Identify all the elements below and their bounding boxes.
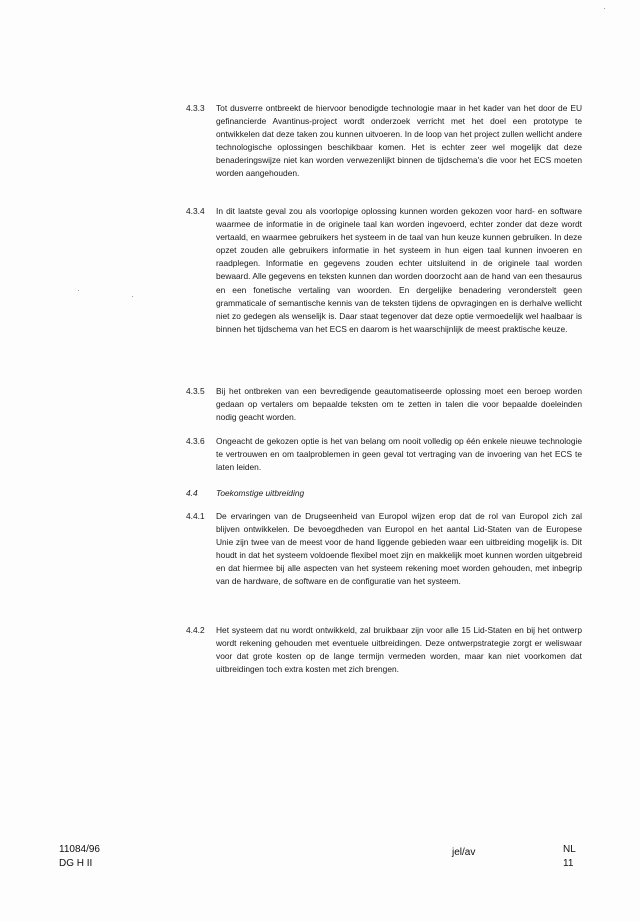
footer-language: NL [563, 844, 576, 855]
footer-department: DG H II [59, 858, 93, 869]
section-text: Het systeem dat nu wordt ontwikkeld, zal bruikbaar zijn voor alle 15 Lid-Staten en bij het ontwerp wordt rekening gehouden met eventuele uitbreidingen. Deze ontwerpstrategie zorgt er weliswaar voor dat grote kosten op de lange termijn vermeden worden, maar kan niet voorkomen dat uitbreidingen toch extra kosten met zich brengen. [216, 625, 582, 675]
section-number: 4.3.3 [186, 103, 205, 113]
section-number: 4.4 [186, 488, 198, 498]
section-text: Bij het ontbreken van een bevredigende geautomatiseerde oplossing moet een beroep worden gedaan op vertalers om bepaalde teksten om te zetten in talen die voor bepaalde doeleinden nodig geacht worden. [216, 386, 582, 423]
section-text: De ervaringen van de Drugseenheid van Europol wijzen erop dat de rol van Europol zich zal blijven ontwikkelen. De bevoegdheden van Europol en het aantal Lid-Staten van de Europese Unie zijn twee van de meest voor de hand liggende gebieden waar een uitbreiding mogelijk is. Dit houdt in dat het systeem voldoende flexibel moet zijn en makkelijk moet kunnen worden uitgebreid en dat hiermee bij alle aspecten van het systeem rekening moet worden gehouden, met inbegrip van de hardware, de software en de configuratie van het systeem. [216, 511, 582, 587]
section-number: 4.3.6 [186, 436, 205, 446]
footer-initials: jel/av [452, 847, 476, 858]
section-heading: Toekomstige uitbreiding [216, 488, 305, 498]
section-text: Tot dusverre ontbreekt de hiervoor benodigde technologie maar in het kader van het door de EU gefinancierde Avantinus-project wordt onderzoek verricht met het doel een prototype te ontwikkelen dat deze taken zou kunnen uitvoeren. In de loop van het project zullen wellicht andere technologische oplossingen beschikbaar komen. Het is echter zeer wel mogelijk dat deze benaderingswijze niet kan worden verwezenlijkt binnen de tijdschema's die voor het ECS moeten worden aangehouden. [216, 103, 582, 179]
scan-speck [78, 290, 79, 291]
section-number: 4.3.5 [186, 386, 205, 396]
scan-speck [604, 8, 605, 9]
footer-page-number: 11 [563, 858, 574, 869]
scan-speck [132, 296, 133, 297]
section-text: Ongeacht de gekozen optie is het van belang om nooit volledig op één enkele nieuwe technologie te vertrouwen en om taalproblemen in geen geval tot vertraging van de invoering van het ECS te laten leiden. [216, 436, 582, 473]
section-number: 4.4.2 [186, 625, 205, 635]
section-number: 4.4.1 [186, 511, 205, 521]
section-text: In dit laatste geval zou als voorlopige oplossing kunnen worden gekozen voor hard- en software waarmee de informatie in de originele taal kan worden ingevoerd, echter zonder dat deze wordt vertaald, en waarmee gebruikers het systeem in de taal van hun keuze kunnen gebruiken. In deze opzet zouden alle gebruikers informatie in het systeem in hun eigen taal kunnen invoeren en raadplegen. Informatie en gegevens zouden echter uitsluitend in de originele taal worden bewaard. Alle gegevens en teksten kunnen dan worden doorzocht aan de hand van een thesaurus en een fonetische vertaling van woorden. En dergelijke benadering veronderstelt geen grammaticale of semantische kennis van de teksten tijdens de opvragingen en is derhalve wellicht niet zo gedegen als wenselijk is. Daar staat tegenover dat deze optie vermoedelijk wel haalbaar is binnen het tijdschema van het ECS en daarom is het waarschijnlijk de meest praktische keuze. [216, 206, 582, 334]
footer-doc-number: 11084/96 [59, 844, 100, 855]
section-number: 4.3.4 [186, 206, 205, 216]
